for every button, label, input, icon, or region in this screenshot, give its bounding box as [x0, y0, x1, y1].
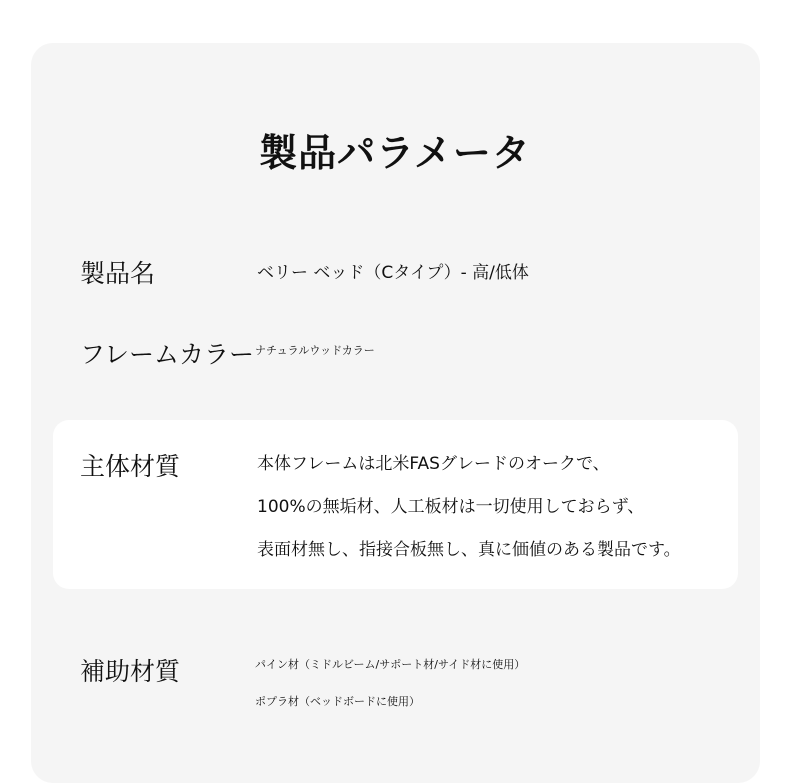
aux-material-line: パイン材（ミドルビーム/サポート材/サイド材に使用）	[255, 658, 526, 671]
main-material-line: 表面材無し、指接合板無し、真に価値のある製品です。	[257, 540, 681, 560]
product-name-value: ベリー ベッド（Cタイプ）- 高/低体	[257, 263, 529, 283]
aux-material-line: ポプラ材（ベッドボードに使用）	[255, 695, 420, 708]
frame-color-value: ナチュラルウッドカラー	[255, 344, 375, 357]
aux-material-label: 補助材質	[80, 657, 181, 686]
main-material-line: 本体フレームは北米FASグレードのオークで、	[257, 454, 610, 474]
product-name-label: 製品名	[80, 259, 156, 288]
main-material-line: 100%の無垢材、人工板材は一切使用しておらず、	[257, 497, 645, 517]
page-title: 製品パラメータ	[259, 131, 531, 175]
main-material-label: 主体材質	[80, 452, 181, 481]
frame-color-label: フレームカラー	[80, 340, 255, 369]
